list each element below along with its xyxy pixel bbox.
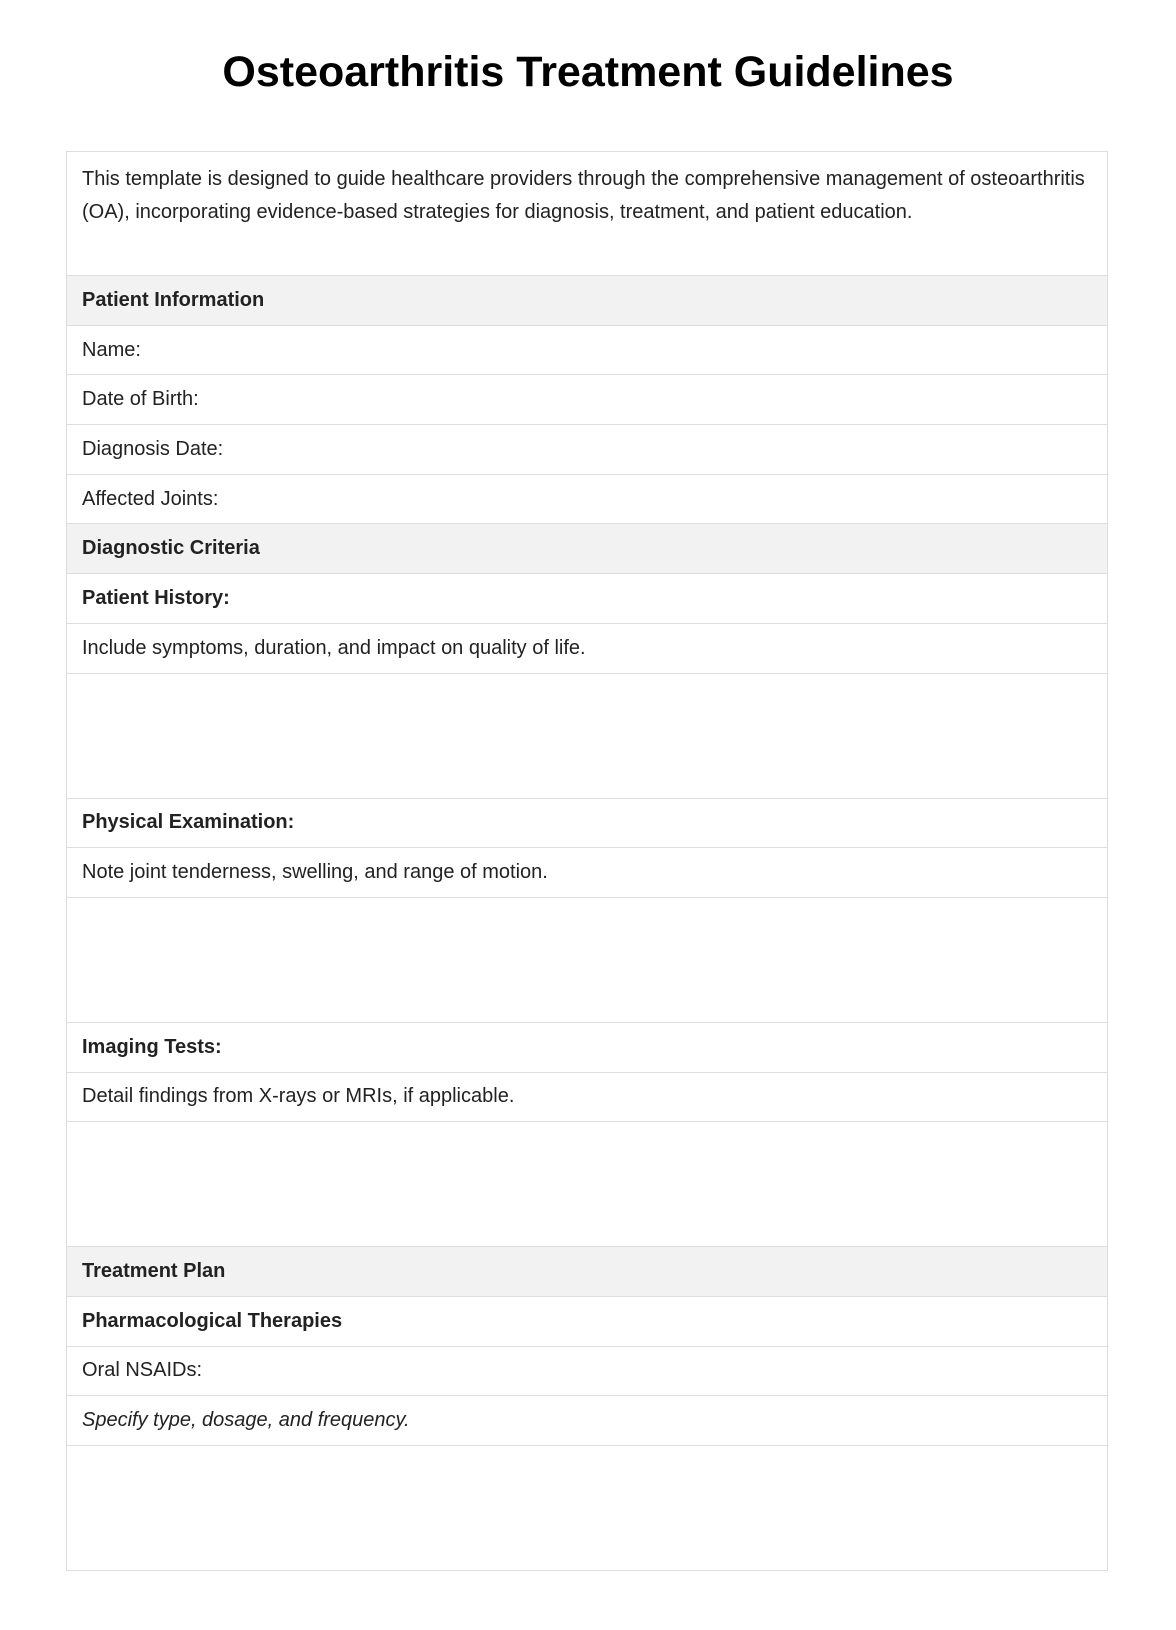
oral-nsaids-input-area[interactable] [67,1445,1107,1570]
name-field[interactable]: Name: [67,325,1107,375]
affected-joints-field[interactable]: Affected Joints: [67,474,1107,524]
patient-history-label: Patient History: [67,573,1107,623]
dob-field[interactable]: Date of Birth: [67,374,1107,424]
patient-history-input-area[interactable] [67,673,1107,798]
physical-exam-hint: Note joint tenderness, swelling, and range of motion. [67,847,1107,897]
imaging-tests-label: Imaging Tests: [67,1022,1107,1072]
oral-nsaids-hint: Specify type, dosage, and frequency. [67,1395,1107,1445]
page-title: Osteoarthritis Treatment Guidelines [222,48,954,96]
section-header-patient-information: Patient Information [67,275,1107,325]
patient-history-hint: Include symptoms, duration, and impact on quality of life. [67,623,1107,673]
pharmacological-therapies-label: Pharmacological Therapies [67,1296,1107,1346]
intro-text: This template is designed to guide healthcare providers through the comprehensive management of osteoarthritis (OA), incorporating evidence-based strategies for diagnosis, treatment, and patient education. [82,168,1085,223]
section-header-diagnostic-criteria: Diagnostic Criteria [67,523,1107,573]
section-header-treatment-plan: Treatment Plan [67,1246,1107,1296]
physical-exam-input-area[interactable] [67,897,1107,1022]
imaging-tests-hint: Detail findings from X-rays or MRIs, if applicable. [67,1072,1107,1122]
oral-nsaids-label: Oral NSAIDs: [67,1346,1107,1396]
imaging-tests-input-area[interactable] [67,1121,1107,1246]
guidelines-form-table [66,151,1108,1571]
diagnosis-date-field[interactable]: Diagnosis Date: [67,424,1107,474]
physical-exam-label: Physical Examination: [67,798,1107,848]
